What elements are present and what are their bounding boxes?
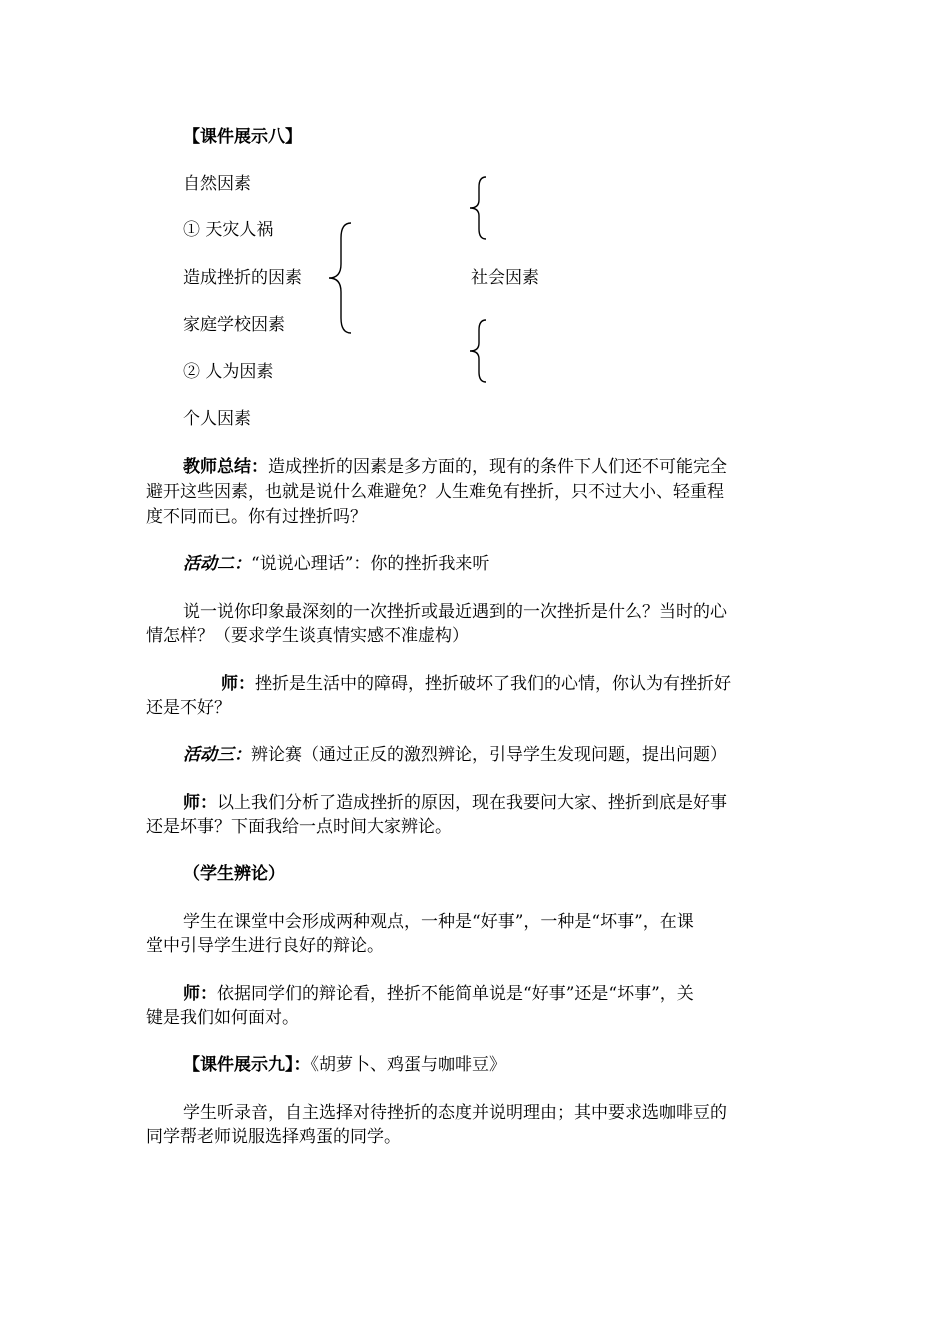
slide9-heading: 【课件展示九】：: [183, 1055, 311, 1075]
diagram-item-personal: 个人因素: [183, 409, 251, 429]
activity3-text: 辨论赛（通过正反的激烈辨论，引导学生发现问题，提出问题）: [251, 745, 727, 765]
teacher-q2-text-1: 以上我们分析了造成挫折的原因，现在我要问大家、挫折到底是好事: [217, 793, 727, 813]
diagram-item-human: ② 人为因素: [183, 362, 274, 382]
diagram-item-disaster: ① 天灾人祸: [183, 220, 274, 240]
teacher-q3-line-1: [183, 986, 694, 1003]
teacher-summary-line-2: 避开这些因素，也就是说什么难避免？人生难免有挫折，只不过大小、轻重程: [146, 482, 724, 502]
slide9-title: 《胡萝卜、鸡蛋与咖啡豆》: [310, 1055, 506, 1075]
diagram-item-cause: 造成挫折的因素: [183, 268, 302, 288]
slide8-heading: 【课件展示八】: [183, 127, 302, 147]
teacher-q3-text-1: 依据同学们的辩论看，挫折不能简单说是“好事”还是“坏事”，关: [217, 984, 694, 1004]
debate-desc-line-2: 堂中引导学生进行良好的辩论。: [146, 936, 384, 956]
activity2-prompt-line-1: 说一说你印象最深刻的一次挫折或最近遇到的一次挫折是什么？当时的心: [183, 602, 727, 622]
teacher-q1-label: 师：: [221, 674, 255, 694]
activity2-prompt-line-2: 情怎样？（要求学生谈真情实感不准虚构）: [146, 626, 469, 646]
teacher-q2-label: 师：: [183, 793, 217, 813]
left-brace-lower: [466, 318, 490, 384]
left-brace-large: [325, 220, 355, 336]
diagram-item-family-school: 家庭学校因素: [183, 315, 285, 335]
activity3-line: [183, 747, 727, 764]
teacher-summary-line-1: [183, 459, 727, 476]
activity2-text: “说说心理话”：你的挫折我来听: [251, 554, 490, 574]
activity2-line: [183, 556, 489, 573]
closing-line-1: 学生听录音，自主选择对待挫折的态度并说明理由；其中要求选咖啡豆的: [183, 1103, 727, 1123]
teacher-summary-text-1: 造成挫折的因素是多方面的，现有的条件下人们还不可能完全: [268, 457, 727, 477]
slide9-line: [183, 1057, 506, 1074]
diagram-item-natural: 自然因素: [183, 174, 251, 194]
teacher-q1-line-1: [221, 676, 731, 693]
diagram-social-label: 社会因素: [471, 268, 539, 288]
student-debate-heading: （学生辨论）: [183, 864, 285, 884]
teacher-summary-label: 教师总结：: [183, 457, 268, 477]
debate-desc-line-1: 学生在课堂中会形成两种观点，一种是“好事”，一种是“坏事”，在课: [183, 912, 694, 932]
left-brace-upper: [466, 175, 490, 241]
teacher-q2-line-2: 还是坏事？下面我给一点时间大家辨论。: [146, 817, 452, 837]
teacher-q1-line-2: 还是不好？: [146, 698, 231, 718]
activity3-label: 活动三：: [183, 745, 251, 765]
teacher-q3-line-2: 键是我们如何面对。: [146, 1008, 299, 1028]
teacher-q3-label: 师：: [183, 984, 217, 1004]
activity2-label: 活动二：: [183, 554, 251, 574]
teacher-q1-text-1: 挫折是生活中的障碍，挫折破坏了我们的心情，你认为有挫折好: [255, 674, 731, 694]
closing-line-2: 同学帮老师说服选择鸡蛋的同学。: [146, 1127, 401, 1147]
teacher-q2-line-1: [183, 795, 727, 812]
teacher-summary-line-3: 度不同而已。你有过挫折吗？: [146, 507, 367, 527]
